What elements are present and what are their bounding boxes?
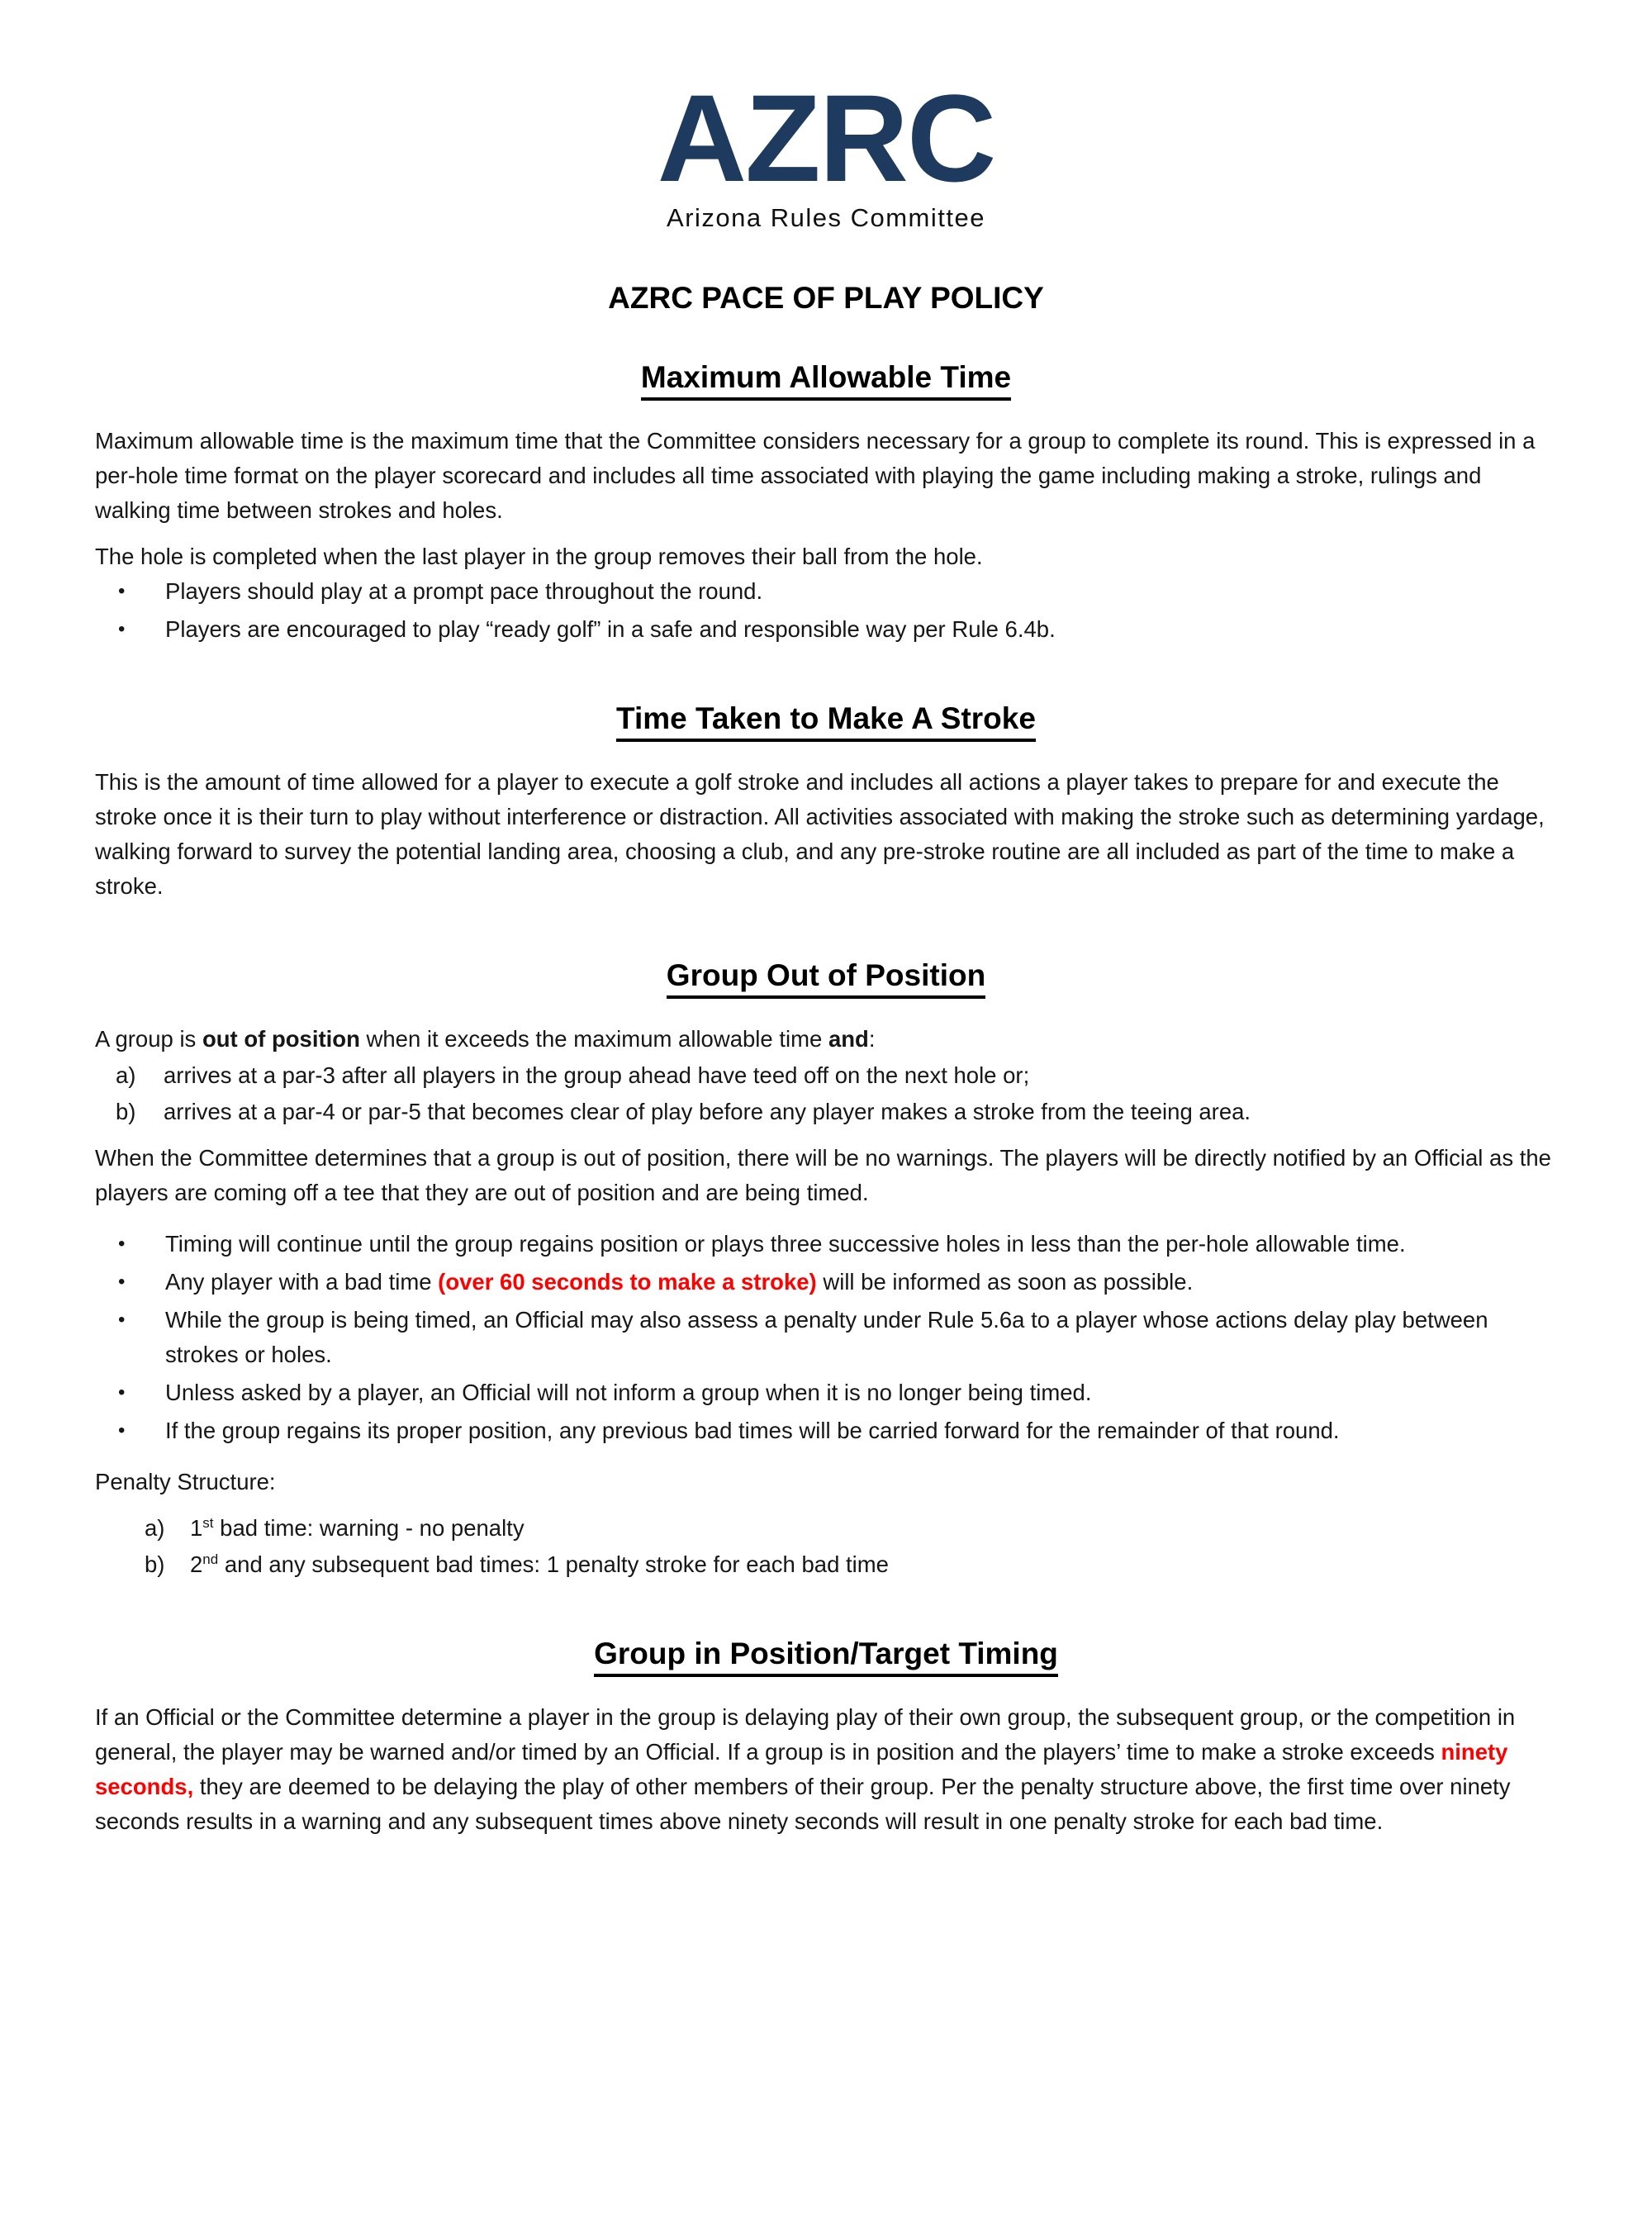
bullet-text: Players should play at a prompt pace throughout the round. xyxy=(165,578,763,604)
intro-mid: when it exceeds the maximum allowable time xyxy=(359,1026,828,1052)
penalty-item xyxy=(95,1511,1557,1546)
penalty-list xyxy=(95,1511,1557,1582)
section-heading-group-out-of-position xyxy=(95,958,1557,999)
paragraph-max-time-2: The hole is completed when the last player in the group removes their ball from the hole. xyxy=(95,544,983,569)
bullet-item xyxy=(95,1303,1557,1372)
alpha-list-oop xyxy=(95,1058,1557,1129)
logo-subtitle: Arizona Rules Committee xyxy=(667,203,985,232)
bullet-glyph: • xyxy=(118,1419,126,1442)
penalty-marker: a) xyxy=(145,1515,165,1541)
bullet-glyph: • xyxy=(118,618,126,640)
section-heading-maximum-allowable-time xyxy=(95,360,1557,401)
penalty-ordinal: st xyxy=(202,1514,214,1531)
document-title: AZRC PACE OF PLAY POLICY xyxy=(608,281,1044,315)
bullet-glyph: • xyxy=(118,1309,126,1331)
bullet-list-oop xyxy=(95,1227,1557,1448)
alpha-item xyxy=(95,1058,1557,1093)
bullet-item xyxy=(95,574,1557,609)
para-post: they are deemed to be delaying the play of other members of their group. Per the penalty structure above, the first time over ninety seconds results in a warning and any subsequent times above ninety seconds will result in one penalty stroke for each bad time. xyxy=(95,1774,1511,1834)
section-heading-text: Group in Position/Target Timing xyxy=(594,1637,1058,1677)
paragraph-in-position xyxy=(95,1700,1557,1839)
bullet-glyph: • xyxy=(118,1381,126,1404)
penalty-text xyxy=(190,1511,1557,1546)
paragraph-oop-notify: When the Committee determines that a group is out of position, there will be no warnings. The players will be directly notified by an Official as the players are coming off a tee that they are out of position and are being timed. xyxy=(95,1145,1551,1205)
bullet-text: If the group regains its proper position, any previous bad times will be carried forward for the remainder of that round. xyxy=(165,1418,1340,1443)
document-page xyxy=(0,69,1652,2214)
bullet-list-max-time xyxy=(95,574,1557,647)
alpha-item xyxy=(95,1095,1557,1129)
bullet-glyph: • xyxy=(118,1271,126,1293)
penalty-text xyxy=(190,1547,1557,1582)
penalty-marker: b) xyxy=(145,1551,165,1577)
paragraph-oop-intro xyxy=(95,1022,1557,1057)
red-text-ninety-seconds: ninety seconds, xyxy=(95,1739,1508,1799)
section-heading-text: Group Out of Position xyxy=(667,958,985,999)
alpha-marker: b) xyxy=(116,1099,136,1124)
logo-acronym: AZRC xyxy=(657,69,995,207)
penalty-ordinal: nd xyxy=(202,1551,219,1567)
bullet-glyph: • xyxy=(118,1233,126,1255)
paragraph-stroke-time: This is the amount of time allowed for a player to execute a golf stroke and includes all actions a player takes to prepare for and execute the stroke once it is their turn to play without interference or distraction. All activities associated with making the stroke such as determining yardage, walking forward to survey the potential landing area, choosing a club, and any pre-stroke routine are all included as part of the time to make a stroke. xyxy=(95,769,1545,899)
section-heading-text: Maximum Allowable Time xyxy=(641,360,1011,401)
intro-post: : xyxy=(868,1026,876,1052)
bullet-text: Unless asked by a player, an Official will not inform a group when it is no longer being timed. xyxy=(165,1380,1092,1405)
azrc-logo xyxy=(95,69,1557,233)
bullet-text-with-red xyxy=(165,1265,1557,1299)
bullet-item xyxy=(95,1413,1557,1448)
bullet-item xyxy=(95,1375,1557,1410)
intro-pre: A group is xyxy=(95,1026,202,1052)
bullet-item xyxy=(95,612,1557,647)
penalty-rest: bad time: warning - no penalty xyxy=(213,1515,525,1541)
penalty-rest: and any subsequent bad times: 1 penalty stroke for each bad time xyxy=(218,1551,889,1577)
bullet-item xyxy=(95,1265,1557,1299)
penalty-structure-label: Penalty Structure: xyxy=(95,1469,276,1494)
bullet-text: While the group is being timed, an Official may also assess a penalty under Rule 5.6a to a player whose actions delay play between strokes or holes. xyxy=(165,1307,1488,1367)
bullet-post: will be informed as soon as possible. xyxy=(816,1269,1194,1295)
section-heading-group-in-position-target-timing xyxy=(95,1637,1557,1677)
penalty-num: 2 xyxy=(190,1551,203,1577)
section-heading-text: Time Taken to Make A Stroke xyxy=(616,701,1036,742)
penalty-num: 1 xyxy=(190,1515,203,1541)
alpha-marker: a) xyxy=(116,1062,136,1088)
intro-bold-out-of-position: out of position xyxy=(202,1026,360,1052)
penalty-item xyxy=(95,1547,1557,1582)
red-text-60-seconds: (over 60 seconds to make a stroke) xyxy=(438,1269,817,1295)
alpha-text: arrives at a par-3 after all players in the group ahead have teed off on the next hole or; xyxy=(164,1062,1030,1088)
bullet-pre: Any player with a bad time xyxy=(165,1269,439,1295)
alpha-text: arrives at a par-4 or par-5 that becomes clear of play before any player makes a stroke from the teeing area. xyxy=(164,1099,1251,1124)
intro-bold-and: and xyxy=(828,1026,869,1052)
bullet-text: Players are encouraged to play “ready golf” in a safe and responsible way per Rule 6.4b. xyxy=(165,616,1056,642)
bullet-item xyxy=(95,1227,1557,1261)
para-pre: If an Official or the Committee determine a player in the group is delaying play of their own group, the subsequent group, or the competition in general, the player may be warned and/or timed by an Official. If a group is in position and the players’ time to make a stroke exceeds xyxy=(95,1704,1516,1765)
bullet-glyph: • xyxy=(118,580,126,602)
bullet-text: Timing will continue until the group regains position or plays three successive holes in less than the per-hole allowable time. xyxy=(165,1231,1406,1257)
section-heading-time-taken-to-make-a-stroke xyxy=(95,701,1557,742)
paragraph-max-time-1: Maximum allowable time is the maximum time that the Committee considers necessary for a group to complete its round. This is expressed in a per-hole time format on the player scorecard and includes all time associated with playing the game including making a stroke, rulings and walking time between strokes and holes. xyxy=(95,428,1536,523)
